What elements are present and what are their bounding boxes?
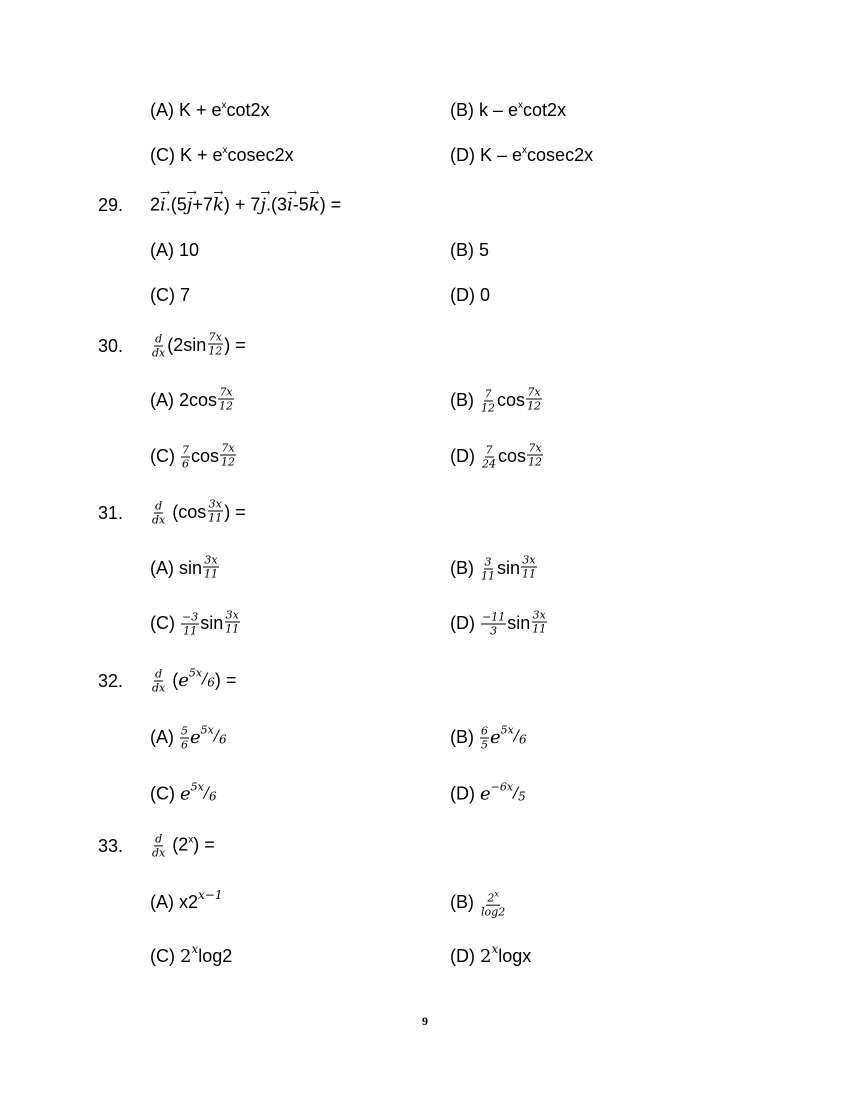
page-number: 9 [422,1014,428,1028]
q28-option-b: (B) k – $e^x\cot 2x$ [450,100,567,120]
q31-number: 31. [98,503,124,523]
derivative-operator: $\frac{d}{dx}$ [152,499,166,527]
q31-options-row-2 [0,604,850,644]
q32-stem: $\frac{d}{dx}$ $(e^{5x}/6)$ = [152,666,237,695]
q28-options-row-2 [0,137,850,177]
q29-option-d: (D) 0 [450,285,491,305]
q30-number: 30. [98,336,124,356]
q31-option-a: (A) sin $\frac{3x}{11}$ [150,553,219,581]
vector-j: j → [187,195,193,217]
q33-option-c: (C) 2$^x$log2 [150,942,233,967]
q32-options-row-1 [0,718,850,758]
q28-option-c: (C) $K + e^xcosec2x$ [150,145,294,165]
q33-option-a: (A) $x2^{x-1}$ [150,888,223,912]
q33-option-b: (B) $\frac{2^x}{\log 2}$ [450,889,506,919]
q29-option-b: (B) 5 [450,240,490,260]
q31-option-b: (B) $\frac{3}{11}$ sin $\frac{3x}{11}$ [450,553,537,583]
q30-stem-row [0,326,850,366]
vector-j: j → [260,195,266,217]
q29-stem: 2i →.(5j →+7k →) + 7j →.(3i →-5k →) = [150,194,341,217]
q30-options-row-1 [0,381,850,421]
q33-stem: $\frac{d}{dx}$ $(2^x)$ = [152,832,215,860]
derivative-operator: $\frac{d}{dx}$ [152,832,166,860]
q33-options-row-1 [0,883,850,923]
q31-option-d: (D) $\frac{-11}{3}$ sin $\frac{3x}{11}$ [450,608,547,638]
q29-options-row-2 [0,275,850,315]
q30-option-a: (A) 2cos $\frac{7x}{12}$ [150,385,234,413]
q33-number: 33. [98,836,124,856]
q33-option-d: (D) 2$^x$logx [450,942,532,967]
q28-option-a: (A) $K + e^x\cot 2x$ [150,100,270,120]
q28-options-row-1 [0,92,850,132]
q29-options-row-1 [0,230,850,270]
q31-stem: $\frac{d}{dx}$ (cos $\frac{3x}{11}$ ) = [152,497,246,527]
q32-option-a: (A) $\frac{5}{6}$ $e^{5x}/6$ [150,723,227,752]
q33-options-row-2 [0,937,850,977]
vector-k: k → [309,195,320,217]
q32-option-b: (B) $\frac{6}{5}$ $e^{5x}/6$ [450,723,527,752]
vector-i: i → [160,195,166,217]
q29-stem-row [0,185,850,225]
q31-stem-row [0,493,850,533]
q32-option-c: (C) $e^{5x}/6$ [150,780,217,805]
q29-number: 29. [98,195,124,215]
q31-option-c: (C) $\frac{-3}{11}$ sin $\frac{3x}{11}$ [150,608,240,638]
q28-option-d: (D) K – $e^xcosec2x$ [450,145,594,165]
q32-options-row-2 [0,775,850,815]
q30-stem: $\frac{d}{dx}$ (2sin $\frac{7x}{12}$ ) = [152,330,246,360]
derivative-operator: $\frac{d}{dx}$ [152,332,166,360]
q30-options-row-2 [0,437,850,477]
q33-stem-row [0,826,850,866]
q32-number: 32. [98,671,124,691]
q29-option-a: (A) 10 [150,240,200,260]
q30-option-c: (C) $\frac{7}{6}$ cos $\frac{7x}{12}$ [150,441,236,471]
vector-i: i → [287,195,293,217]
derivative-operator: $\frac{d}{dx}$ [152,667,166,695]
q32-option-d: (D) $e^{-6x}/5$ [450,780,526,805]
q29-option-c: (C) 7 [150,285,191,305]
q32-stem-row [0,661,850,701]
q30-option-b: (B) $\frac{7}{12}$ cos $\frac{7x}{12}$ [450,385,542,415]
q31-options-row-1 [0,549,850,589]
q30-option-d: (D) $\frac{7}{24}$ cos $\frac{7x}{12}$ [450,441,543,471]
vector-k: k → [213,195,224,217]
